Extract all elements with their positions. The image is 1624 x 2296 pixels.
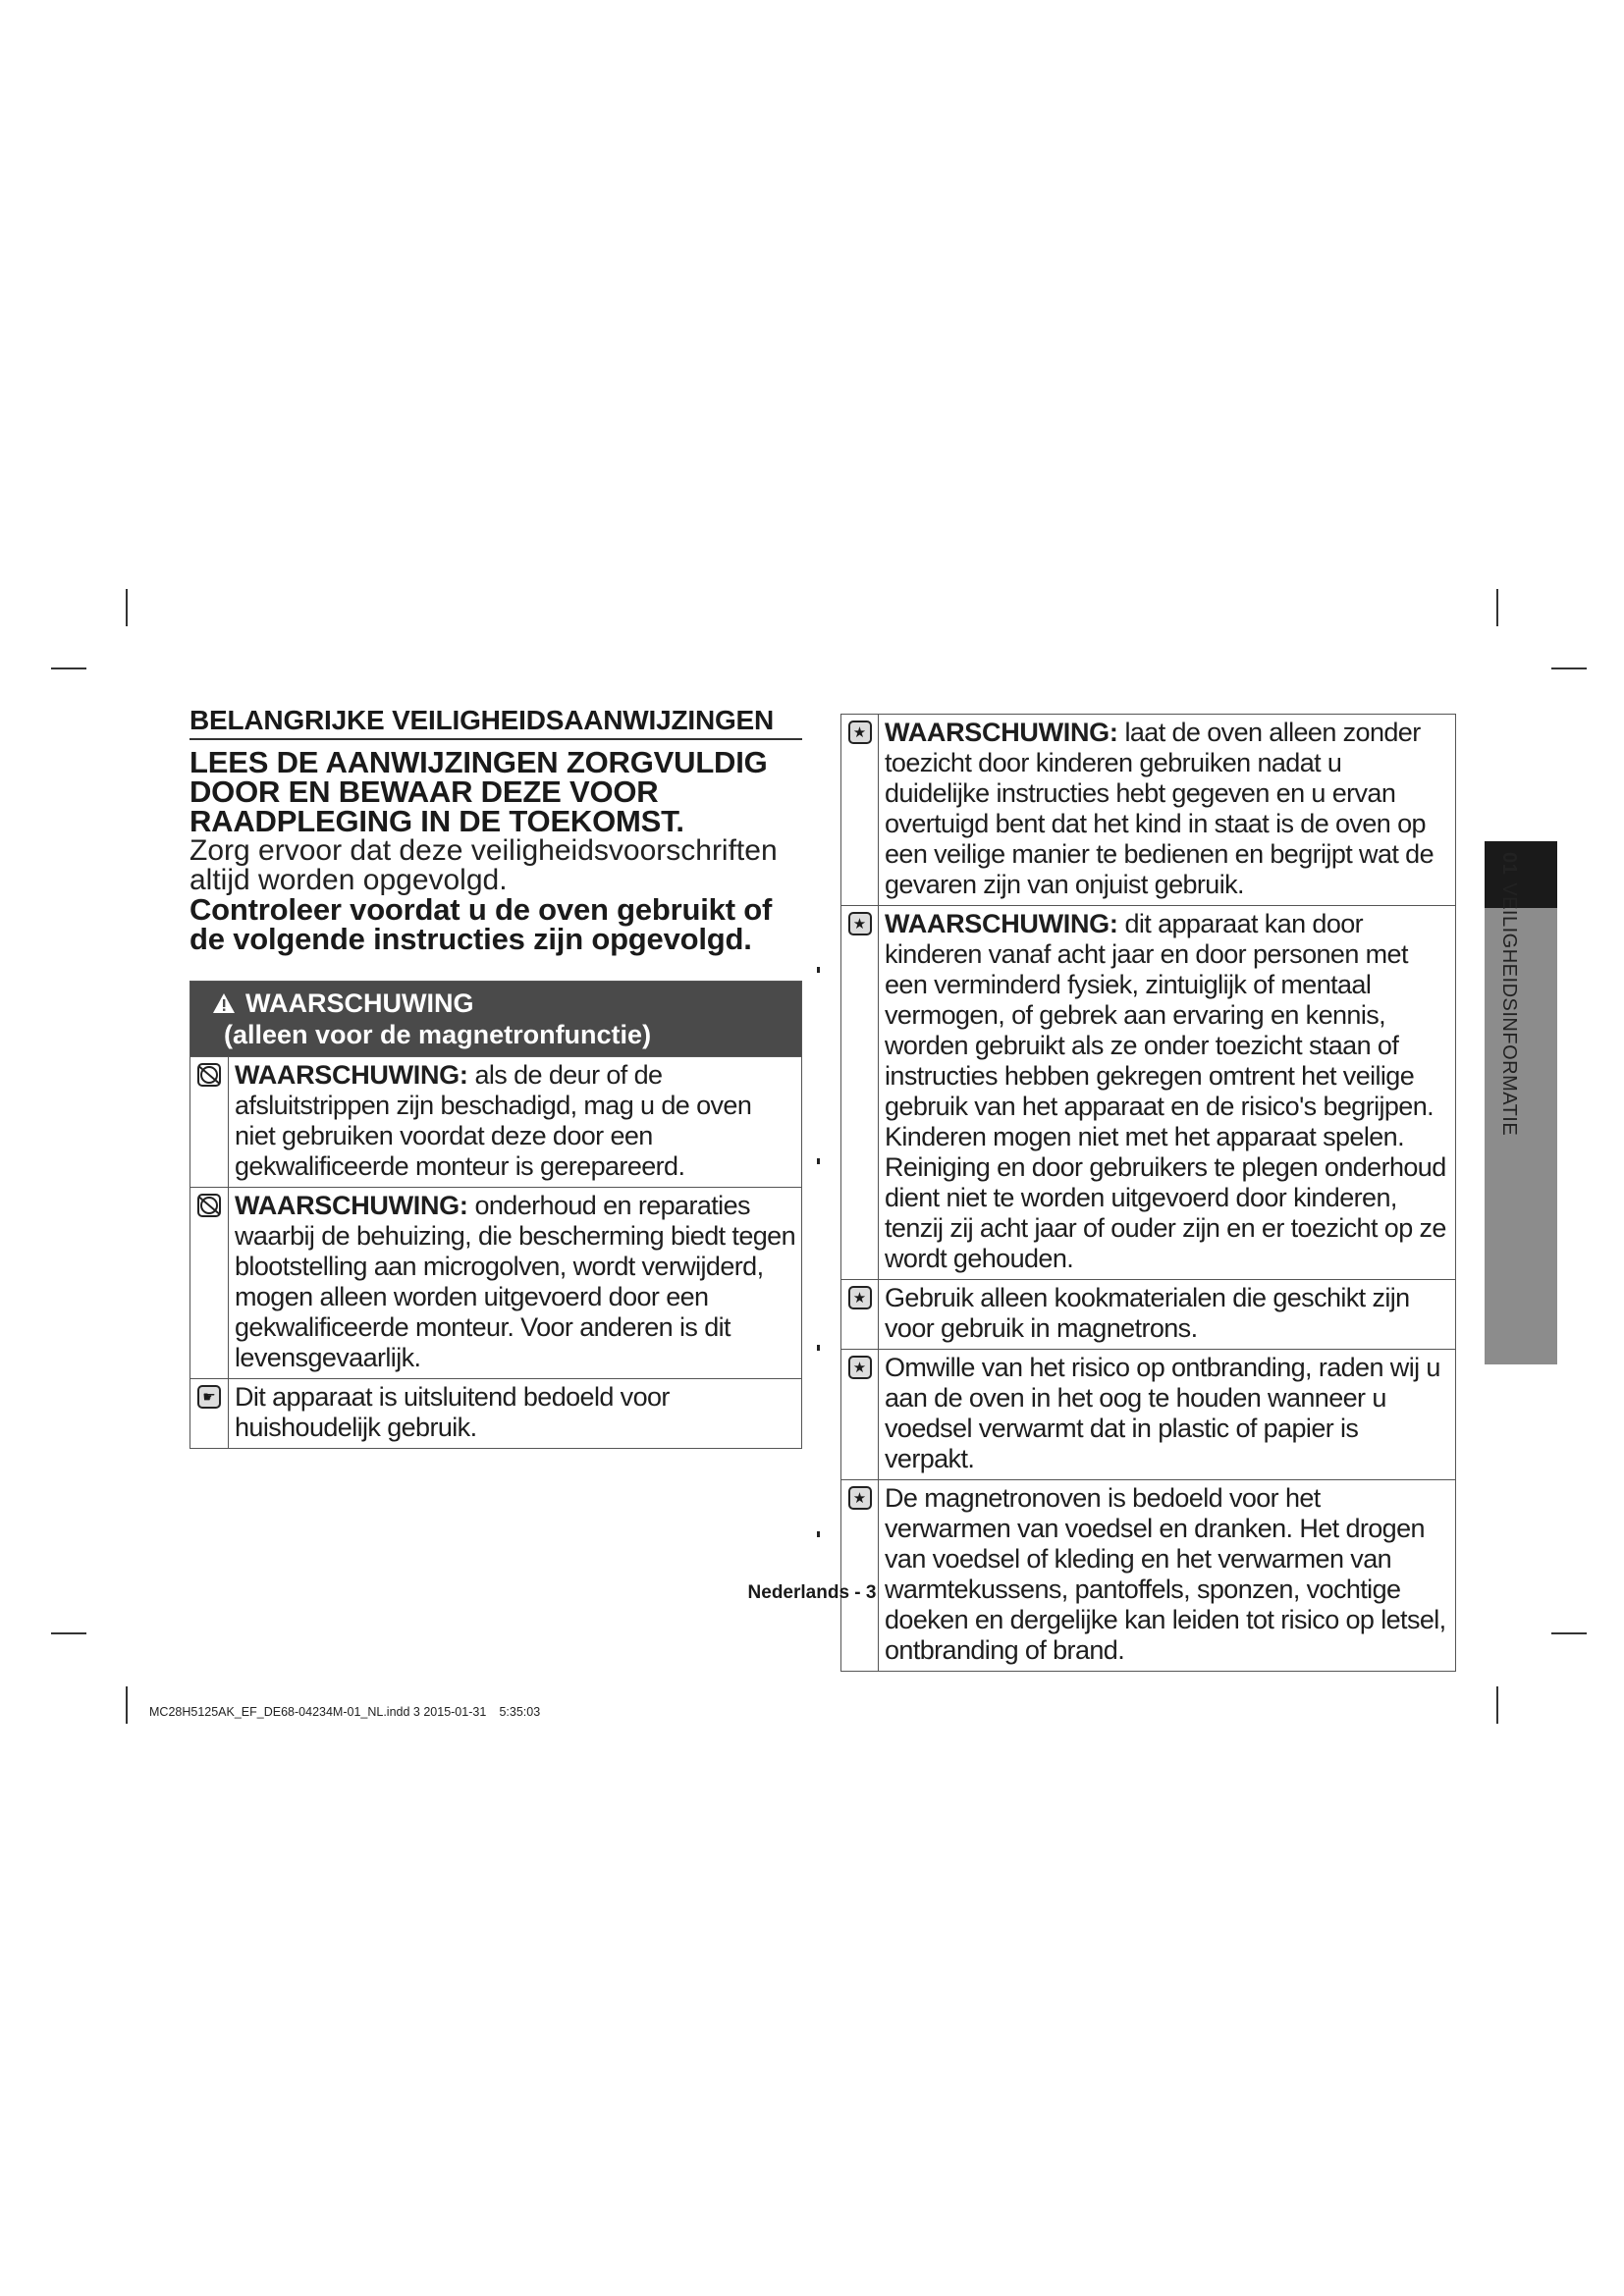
left-column: [189, 705, 802, 1449]
item-text: WAARSCHUWING: dit apparaat kan door kinderen vanaf acht jaar en door personen met een verminderd fysiek, zintuiglijk of mentaal vermogen, of gebrek aan ervaring en kennis, worden gebruikt als ze onder toezicht staan of instructies hebben gekregen omtrent het veilige gebruik van het apparaat en de risico's begrijpen. Kinderen mogen niet met het apparaat spelen. Reiniging en door gebruikers te plegen onderhoud dient niet te worden uitgevoerd door kinderen, tenzij zij acht jaar of ouder zijn en er toezicht op ze wordt gehouden.: [885, 909, 1446, 1273]
warning-subtitle: (alleen voor de magnetronfunctie): [224, 1020, 652, 1049]
prohibited-icon: [197, 1194, 221, 1217]
item-text: De magnetronoven is bedoeld voor het verwarmen van voedsel en dranken. Het drogen van voedsel of kleding en het verwarmen van warmtekussens, pantoffels, sponzen, vochtige doeken en dergelijke kan leiden tot risico op letsel, ontbranding of brand.: [885, 1483, 1446, 1665]
side-tab-label: [1481, 852, 1520, 1343]
crop-mark: [126, 1686, 128, 1724]
column-divider: [817, 1345, 820, 1351]
item-text: Dit apparaat is uitsluitend bedoeld voor huishoudelijk gebruik.: [235, 1382, 670, 1442]
item-text: WAARSCHUWING: onderhoud en reparaties waarbij de behuizing, die bescherming biedt tegen blootstelling aan microgolven, wordt verwijderd, mogen alleen worden uitgevoerd door een gekwalificeerde monteur. Voor anderen is dit levensgevaarlijk.: [235, 1191, 795, 1372]
crop-mark: [1551, 667, 1587, 669]
warning-title: WAARSCHUWING: [245, 988, 474, 1018]
crop-mark: [126, 589, 128, 626]
crop-mark: [1496, 589, 1498, 626]
star-icon: ★: [848, 721, 872, 744]
column-divider: [817, 1158, 820, 1164]
star-icon: ★: [848, 1486, 872, 1510]
print-slug: MC28H5125AK_EF_DE68-04234M-01_NL.indd 3 2015-01-31 5:35:03: [149, 1705, 541, 1719]
item-text: Omwille van het risico op ontbranding, raden wij u aan de oven in het oog te houden wanneer u voedsel verwarmt dat in plastic of papier is verpakt.: [885, 1353, 1440, 1473]
list-item: [190, 1378, 801, 1448]
list-item: [190, 1187, 801, 1378]
check-heading: Controleer voordat u de oven gebruikt of de volgende instructies zijn opgevolgd.: [189, 892, 773, 956]
star-icon: ★: [848, 912, 872, 935]
item-text: WAARSCHUWING: laat de oven alleen zonder toezicht door kinderen gebruiken nadat u duidelijke instructies hebt gegeven en u ervan overtuigd bent dat het kind in staat is de oven op een veilige manier te bedienen en begrijpt wat de gevaren zijn van onjuist gebruik.: [885, 718, 1434, 899]
list-item: [190, 1056, 801, 1187]
warning-header: [190, 982, 801, 1056]
instruction-heading: LEES DE AANWIJZINGEN ZORGVULDIG DOOR EN BEWAAR DEZE VOOR RAADPLEGING IN DE TOEKOMST.: [189, 745, 768, 838]
list-item: [841, 1349, 1455, 1479]
right-column: [840, 714, 1456, 1672]
hand-icon: ☛: [197, 1385, 221, 1409]
list-item: [841, 1279, 1455, 1349]
star-icon: ★: [848, 1286, 872, 1309]
item-text: Gebruik alleen kookmaterialen die geschikt zijn voor gebruik in magnetrons.: [885, 1283, 1410, 1343]
crop-mark: [1551, 1632, 1587, 1634]
column-divider: [817, 967, 820, 973]
list-item: [841, 715, 1455, 905]
warning-box: [189, 981, 802, 1449]
chapter-title: VEILIGHEIDSINFORMATIE: [1498, 882, 1520, 1137]
crop-mark: [51, 1632, 86, 1634]
instruction-subheading: Zorg ervoor dat deze veiligheidsvoorschriften altijd worden opgevolgd.: [189, 834, 778, 896]
page-number: Nederlands - 3: [747, 1582, 877, 1603]
crop-mark: [1496, 1686, 1498, 1724]
warning-triangle-icon: [212, 992, 236, 1014]
star-icon: ★: [848, 1356, 872, 1379]
section-title: BELANGRIJKE VEILIGHEIDSAANWIJZINGEN: [189, 705, 802, 740]
list-item: [841, 905, 1455, 1279]
prohibited-icon: [197, 1063, 221, 1087]
column-divider: [817, 1531, 820, 1537]
crop-mark: [51, 667, 86, 669]
chapter-number: 01: [1498, 852, 1520, 876]
list-item: [841, 1479, 1455, 1671]
item-text: WAARSCHUWING: als de deur of de afsluitstrippen zijn beschadigd, mag u de oven niet gebruiken voordat deze door een gekwalificeerde monteur is gerepareerd.: [235, 1060, 752, 1181]
